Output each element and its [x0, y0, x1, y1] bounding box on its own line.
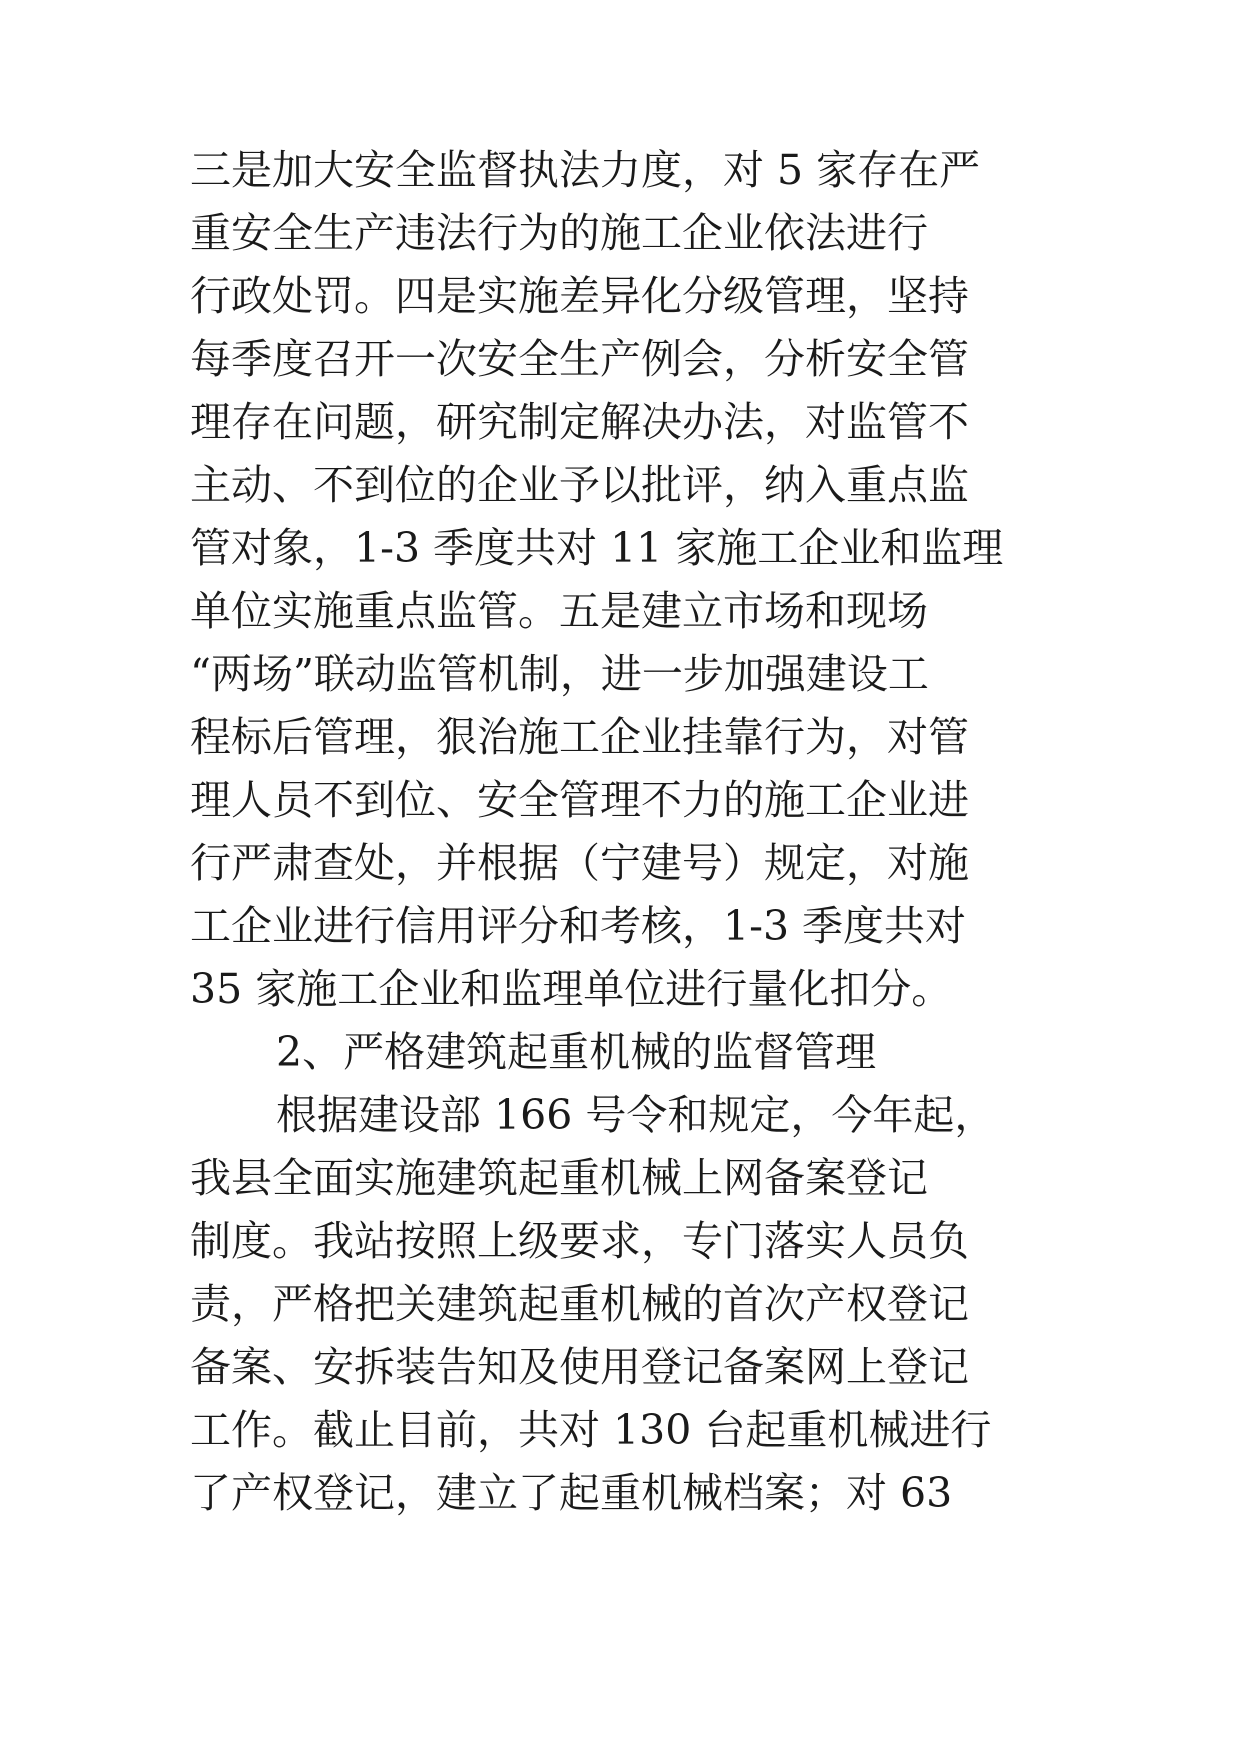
text-line: 工企业进行信用评分和考核，1-3 季度共对	[190, 902, 967, 950]
text-line: 主动、不到位的企业予以批评，纳入重点监	[190, 461, 969, 509]
text-line: 程标后管理，狠治施工企业挂靠行为，对管	[190, 713, 969, 761]
text-line: 理人员不到位、安全管理不力的施工企业进	[190, 776, 969, 824]
text-line: 三是加大安全监督执法力度，对 5 家存在严	[190, 146, 981, 194]
text-line: 制度。我站按照上级要求，专门落实人员负	[190, 1217, 969, 1265]
text-line: 工作。截止目前，共对 130 台起重机械进行	[190, 1406, 992, 1454]
text-line: 根据建设部 166 号令和规定，今年起，	[276, 1091, 996, 1139]
text-line: 责，严格把关建筑起重机械的首次产权登记	[190, 1280, 969, 1328]
text-line: 每季度召开一次安全生产例会，分析安全管	[190, 335, 969, 383]
text-line: 我县全面实施建筑起重机械上网备案登记	[190, 1154, 928, 1202]
text-line: 行政处罚。四是实施差异化分级管理，坚持	[190, 272, 969, 320]
text-line: 理存在问题，研究制定解决办法，对监管不	[190, 398, 969, 446]
text-line: 35 家施工企业和监理单位进行量化扣分。	[190, 965, 953, 1013]
text-line: 行严肃查处，并根据（宁建号）规定，对施	[190, 839, 969, 887]
text-line: 重安全生产违法行为的施工企业依法进行	[190, 209, 928, 257]
text-line: 管对象，1-3 季度共对 11 家施工企业和监理	[190, 524, 1004, 572]
section-heading: 2、严格建筑起重机械的监督管理	[276, 1028, 877, 1076]
text-line: 了产权登记，建立了起重机械档案；对 63	[190, 1469, 953, 1517]
text-line: “两场”联动监管机制，进一步加强建设工	[190, 650, 929, 698]
text-line: 单位实施重点监管。五是建立市场和现场	[190, 587, 928, 635]
text-line: 备案、安拆装告知及使用登记备案网上登记	[190, 1343, 969, 1391]
